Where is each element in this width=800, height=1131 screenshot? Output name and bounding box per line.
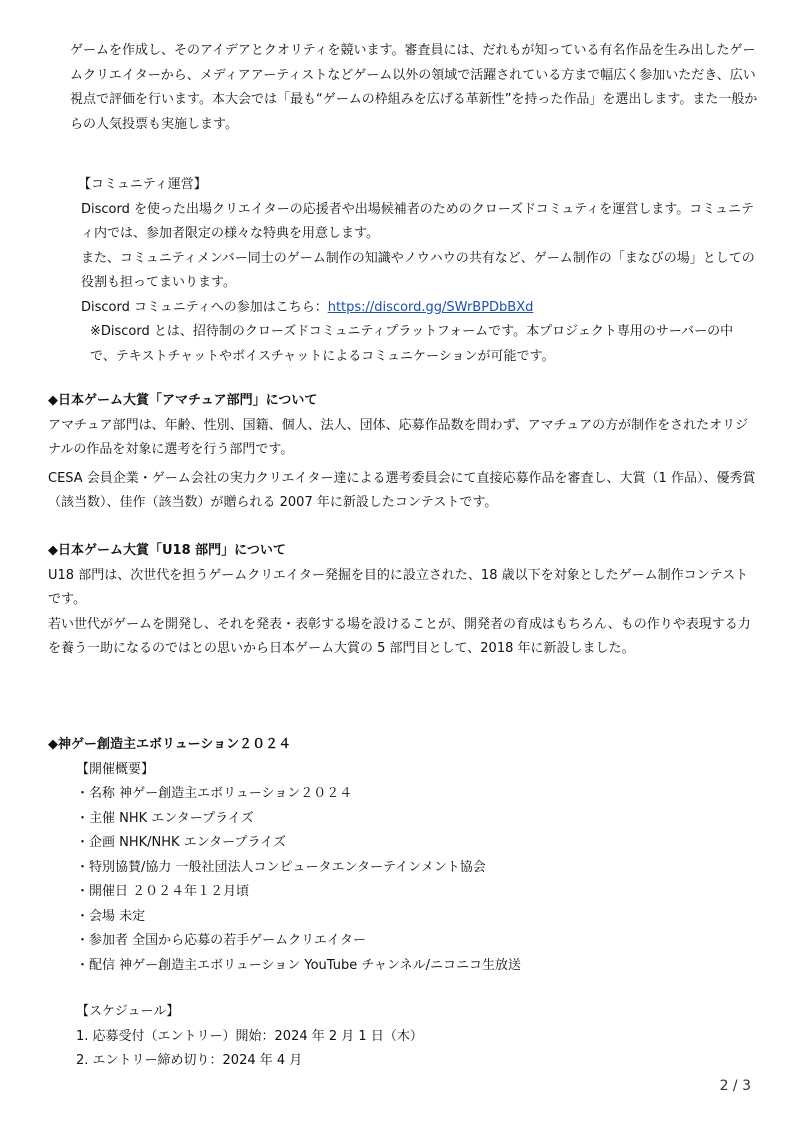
community-body [81, 198, 758, 370]
schedule-heading: 【スケジュール】 [76, 1004, 180, 1019]
outline-list [48, 782, 760, 978]
amateur-section [48, 389, 760, 516]
discord-link[interactable]: https://discord.gg/SWrBPDbBXd [327, 299, 534, 315]
community-line-1: Discord を使った出場クリエイターの応援者や出場候補者のためのクローズドコミュティを運営します。コミュニティ内では、参加者限定の様々な特典を用意します。 [81, 201, 754, 241]
outline-item: ・企画 NHK/NHK エンタープライズ [76, 835, 287, 850]
intro-section [70, 39, 760, 137]
outline-heading: 【開催概要】 [76, 761, 155, 777]
amateur-paragraph-2: CESA 会員企業・ゲーム会社の実力クリエイター達による選考委員会にて直接応募作品を審査し、大賞（1 作品）、優秀賞（該当数）、佳作（該当数）が贈られる 2007 年に新設したコンテストです。 [48, 470, 756, 510]
outline-item: ・開催日 ２０２４年１２月頃 [76, 884, 250, 899]
schedule-item: 1. 応募受付（エントリー）開始：2024 年 2 月 1 日（木） [76, 1028, 423, 1044]
outline-item: ・配信 神ゲー創造主エボリューション YouTube チャンネル/ニコニコ生放送 [76, 957, 521, 973]
community-note: ※Discord とは、招待制のクローズドコミュニティプラットフォームです。本プロジェクト専用のサーバーの中で、テキストチャットやボイスチャットによるコミュニケーションが可能です。 [90, 324, 734, 364]
community-section [78, 173, 758, 369]
kamige-section [48, 733, 760, 1074]
community-line-2: また、コミュニティメンバー同士のゲーム制作の知識やノウハウの共有など、ゲーム制作の「まなびの場」としての役割も担ってまいります。 [81, 250, 755, 290]
outline-item: ・名称 神ゲー創造主エボリューション２０２４ [76, 786, 353, 801]
outline-item: ・参加者 全国から応募の若手ゲームクリエイター [76, 933, 366, 948]
amateur-heading: ◆日本ゲーム大賞「アマチュア部門」について [48, 393, 318, 408]
outline-item: ・主催 NHK エンタープライズ [76, 810, 254, 826]
u18-heading: ◆日本ゲーム大賞「U18 部門」について [48, 543, 286, 558]
intro-paragraph: ゲームを作成し、そのアイデアとクオリティを競います。審査員には、だれもが知っている有名作品を生み出したゲームクリエイターから、メディアアーティストなどゲーム以外の領域で活躍されている方まで幅広く参加いただき、広い視点で評価を行います。本大会では「最も“ゲームの枠組みを広げる革新性”を持った作品」を選出します。また一般からの人気投票も実施します。 [70, 43, 758, 132]
community-join-line [81, 296, 758, 321]
schedule-list [48, 1025, 760, 1074]
amateur-paragraph-1: アマチュア部門は、年齢、性別、国籍、個人、法人、団体、応募作品数を問わず、アマチュアの方が制作をされたオリジナルの作品を対象に選考を行う部門です。 [48, 417, 749, 457]
u18-paragraph-2: 若い世代がゲームを開発し、それを発表・表彰する場を設けることが、開発者の育成はもちろん、もの作りや表現する力を養う一助になるのではとの思いから日本ゲーム大賞の 5 部門目として、2018 年に新設しました。 [48, 616, 751, 656]
community-heading: 【コミュニティ運営】 [78, 177, 207, 192]
u18-section [48, 539, 760, 662]
community-join-prefix: Discord コミュニティへの参加はこちら： [81, 299, 328, 315]
outline-item: ・会場 未定 [76, 908, 146, 924]
page-number: 2 / 3 [719, 1078, 751, 1094]
u18-paragraph-1: U18 部門は、次世代を担うゲームクリエイター発掘を目的に設立された、18 歳以下を対象としたゲーム制作コンテストです。 [48, 567, 749, 607]
schedule-item: 2. エントリー締め切り：2024 年 4 月 [76, 1053, 303, 1068]
outline-item: ・特別協賛/協力 一般社団法人コンピュータエンターテインメント協会 [76, 859, 486, 875]
kamige-heading: ◆神ゲー創造主エボリューション２０２４ [48, 737, 292, 752]
